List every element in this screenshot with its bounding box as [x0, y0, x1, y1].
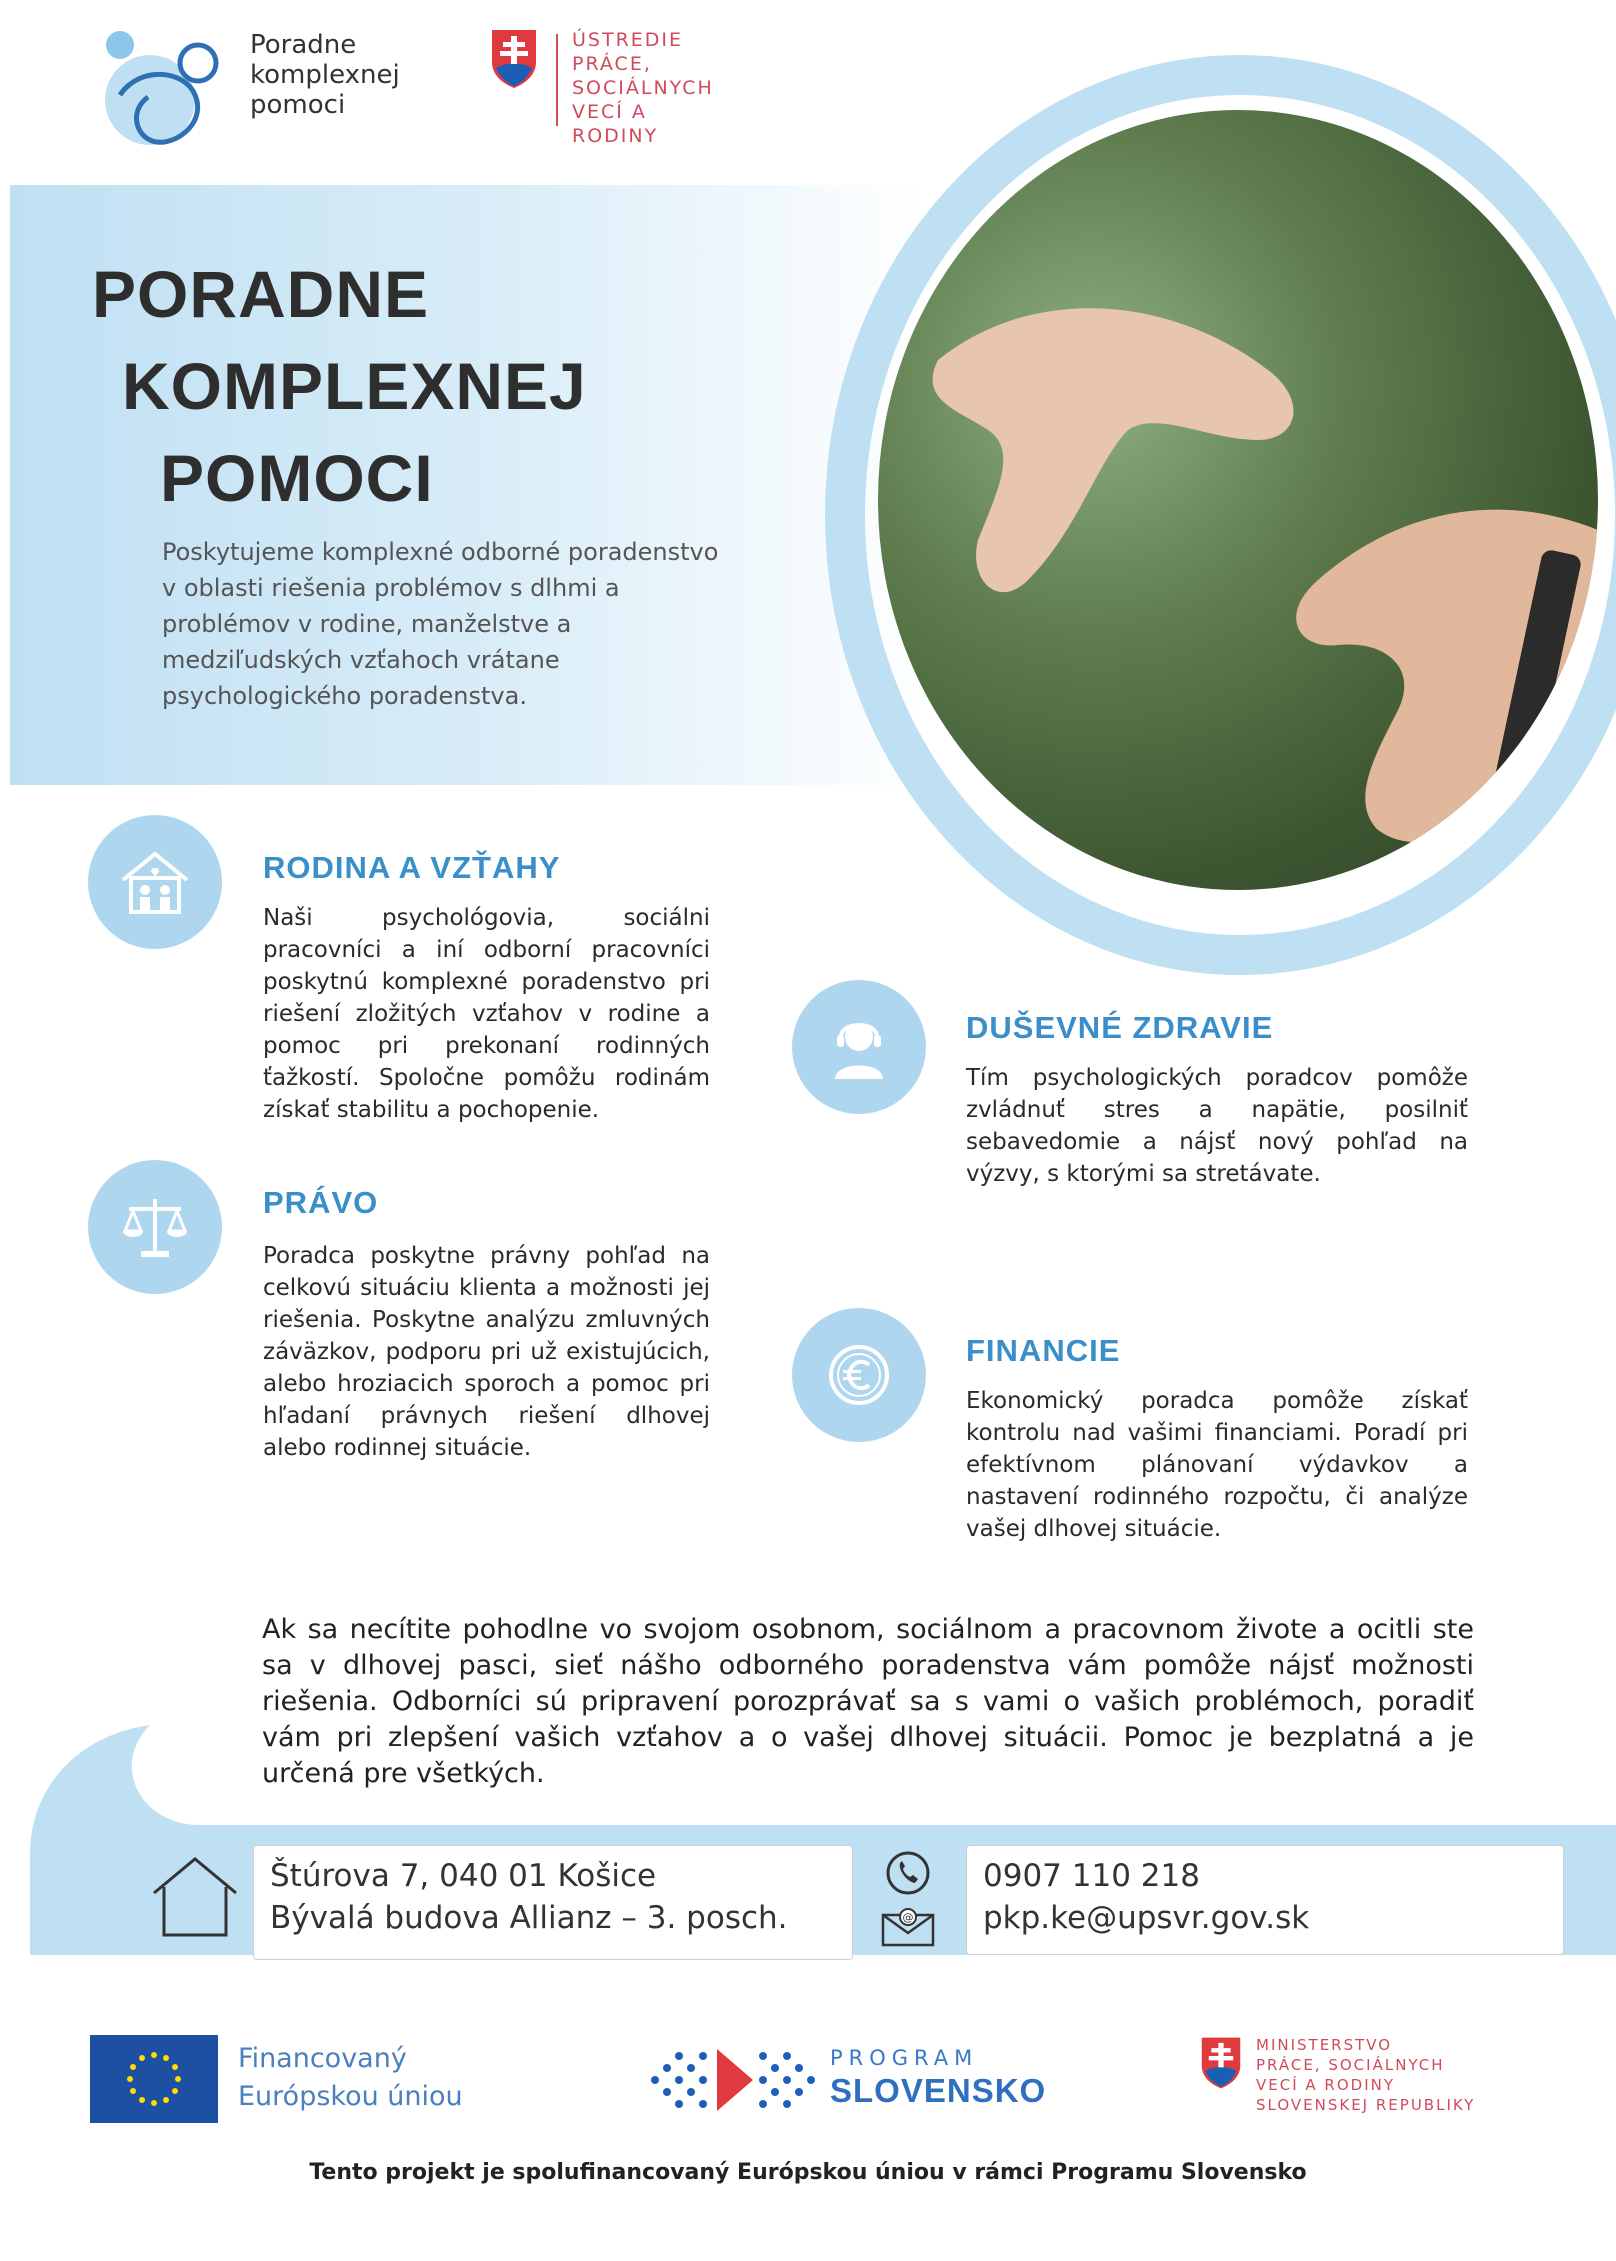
phone-number[interactable]: 0907 110 218 — [983, 1858, 1200, 1894]
program-name: SLOVENSKO — [830, 2072, 1047, 2109]
ministry-logo: ÚSTREDIE PRÁCE, SOCIÁLNYCH VECÍ A RODINY — [490, 28, 538, 94]
scales-icon — [88, 1160, 222, 1294]
section-title-financie: FINANCIE — [966, 1333, 1121, 1368]
program-label: PROGRAM — [830, 2046, 979, 2070]
hands-photo — [878, 110, 1598, 890]
section-title-pravo: PRÁVO — [263, 1185, 379, 1220]
eu-funding-label: Financovaný Európskou úniou — [238, 2043, 463, 2112]
address-box — [253, 1845, 853, 1960]
page-title: PORADNE KOMPLEXNEJ POMOCI — [92, 257, 587, 515]
address-line-2: Bývalá budova Allianz – 3. posch. — [270, 1900, 788, 1936]
section-body-zdravie: Tím psychologických poradcov pomôže zvládnuť stres a napätie, posilniť sebavedomie a nájsť nový pohľad na výzvy, s ktorými sa stretávate. — [966, 1065, 1468, 1187]
brand-logo-icon — [90, 25, 240, 155]
hero-description: Poskytujeme komplexné odborné poradenstvo v oblasti riešenia problémov s dlhmi a problémov v rodine, manželstve a medziľudských vzťahoch vrátane psychologického poradenstva. — [162, 538, 719, 710]
slovak-coat-of-arms-icon — [1200, 2035, 1242, 2091]
svg-text:@: @ — [902, 1911, 914, 1924]
section-body-financie: Ekonomický poradca pomôže získať kontrolu nad vašimi financiami. Poradí pri efektívnom plánovaní výdavkov a nastavení rodinného rozpočtu, či analýze vašej dlhovej situácie. — [966, 1388, 1468, 1542]
ministry-footer-logo: MINISTERSTVO PRÁCE, SOCIÁLNYCH VECÍ A RODINY SLOVENSKEJ REPUBLIKY — [1200, 2035, 1242, 2095]
email-icon — [880, 1905, 936, 1949]
family-house-icon — [88, 815, 222, 949]
cofinancing-note: Tento projekt je spolufinancovaný Európskou úniou v rámci Programu Slovensko — [309, 2160, 1307, 2185]
brand-name: Poradne komplexnej pomoci — [250, 30, 400, 120]
section-title-rodina: RODINA A VZŤAHY — [263, 850, 561, 885]
section-body-pravo: Poradca poskytne právny pohľad na celkovú situáciu klienta a možnosti jej riešenia. Poskytne analýzu zmluvných záväzkov, podporu pri už existujúcich, alebo hroziacich sporoch a pomoc pri hľadaní právnych riešení dlhovej alebo rodinnej situácie. — [263, 1243, 710, 1461]
slovak-coat-of-arms-icon — [490, 28, 538, 90]
contact-box — [966, 1845, 1564, 1955]
address-line-1: Štúrova 7, 040 01 Košice — [270, 1858, 657, 1894]
closing-paragraph: Ak sa necítite pohodlne vo svojom osobnom, sociálnom a pracovnom živote a ocitli ste sa v dlhovej pasci, sieť nášho odborného poradenstva vám pomôže nájsť možnosti riešenia. Odborníci sú pripravení porozprávať sa s vami o vašich problémoch, poradiť vám pri zlepšení vašich vzťahov a o vašej dlhovej situácii. Pomoc je bezplatná a je určená pre všetkých. — [262, 1614, 1474, 1789]
counselor-headset-icon — [792, 980, 926, 1114]
euro-coin-icon — [792, 1308, 926, 1442]
email-address[interactable]: pkp.ke@upsvr.gov.sk — [983, 1900, 1310, 1936]
program-slovensko-logo-icon — [645, 2035, 825, 2125]
eu-flag-icon — [90, 2035, 218, 2123]
section-title-zdravie: DUŠEVNÉ ZDRAVIE — [966, 1010, 1274, 1045]
section-body-rodina: Naši psychológovia, sociálni pracovníci a iní odborní pracovníci poskytnú komplexné poradenstvo pri riešení zložitých vzťahov v rodine a pomoc pri prekonaní rodinných ťažkostí. Spoločne pomôžu rodinám získať stabilitu a pochopenie. — [263, 905, 710, 1123]
home-icon — [150, 1855, 240, 1940]
phone-icon — [885, 1850, 931, 1896]
